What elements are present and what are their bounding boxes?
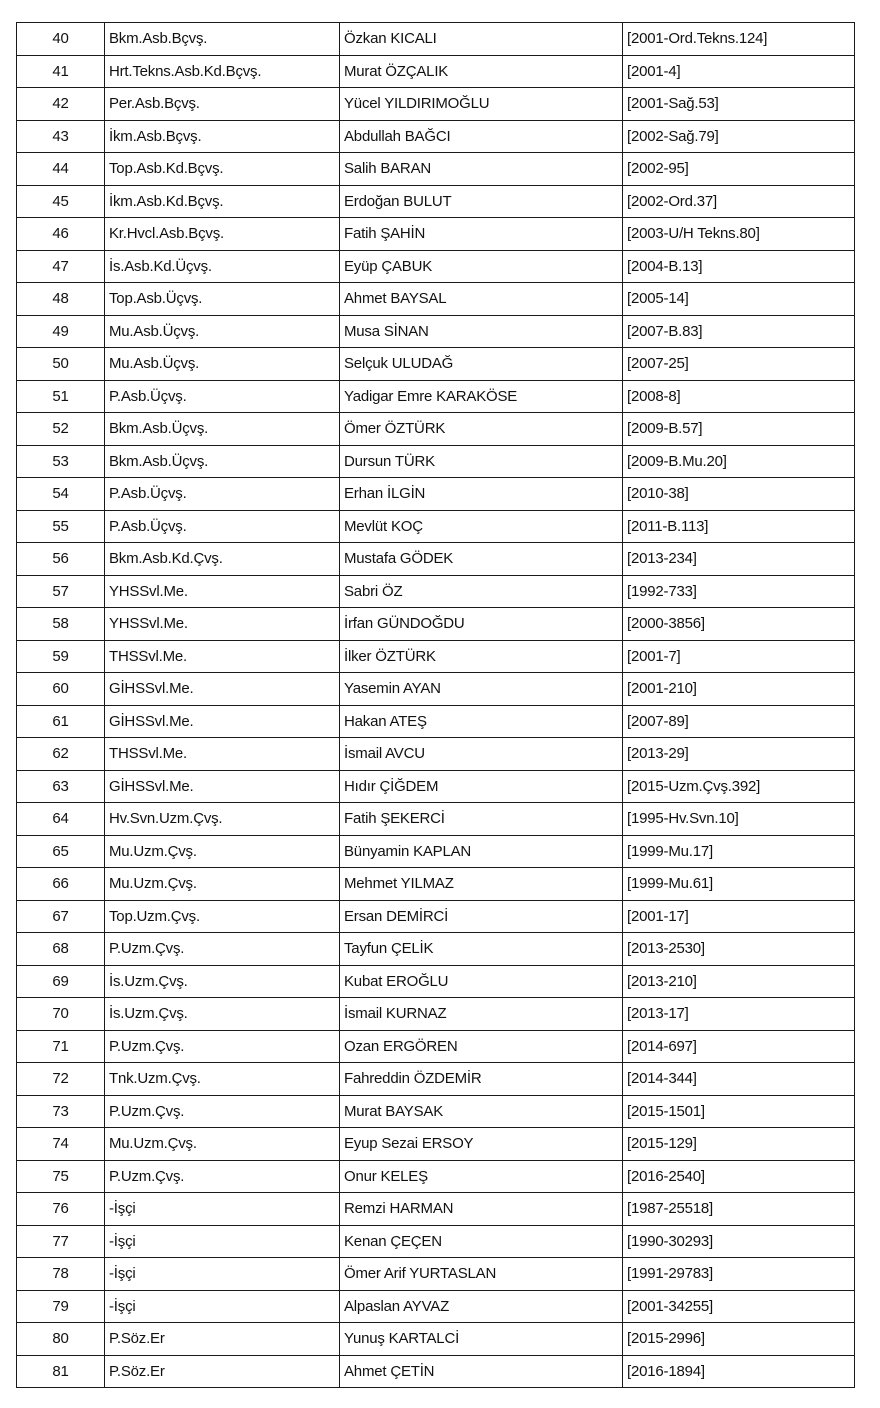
rank-cell: P.Asb.Üçvş. — [105, 380, 340, 413]
registry-cell: [2016-1894] — [623, 1355, 855, 1388]
table-row — [17, 998, 855, 1031]
rank-cell: YHSSvl.Me. — [105, 608, 340, 641]
name-cell: Mehmet YILMAZ — [340, 868, 623, 901]
name-cell: Murat ÖZÇALIK — [340, 55, 623, 88]
table-row — [17, 445, 855, 478]
table-row — [17, 55, 855, 88]
registry-cell: [2015-1501] — [623, 1095, 855, 1128]
table-row — [17, 1095, 855, 1128]
rank-cell: -İşçi — [105, 1225, 340, 1258]
registry-cell: [2009-B.57] — [623, 413, 855, 446]
name-cell: Alpaslan AYVAZ — [340, 1290, 623, 1323]
registry-cell: [2015-Uzm.Çvş.392] — [623, 770, 855, 803]
row-number-cell: 79 — [17, 1290, 105, 1323]
table-body — [17, 23, 855, 1388]
registry-cell: [2013-210] — [623, 965, 855, 998]
rank-cell: Hrt.Tekns.Asb.Kd.Bçvş. — [105, 55, 340, 88]
registry-cell: [2002-Ord.37] — [623, 185, 855, 218]
row-number-cell: 49 — [17, 315, 105, 348]
row-number-cell: 66 — [17, 868, 105, 901]
table-row — [17, 1128, 855, 1161]
rank-cell: Bkm.Asb.Bçvş. — [105, 23, 340, 56]
table-row — [17, 185, 855, 218]
registry-cell: [2002-95] — [623, 153, 855, 186]
table-row — [17, 478, 855, 511]
table-row — [17, 283, 855, 316]
table-row — [17, 608, 855, 641]
name-cell: Murat BAYSAK — [340, 1095, 623, 1128]
name-cell: Erhan İLGİN — [340, 478, 623, 511]
rank-cell: Bkm.Asb.Kd.Çvş. — [105, 543, 340, 576]
name-cell: Fahreddin ÖZDEMİR — [340, 1063, 623, 1096]
row-number-cell: 77 — [17, 1225, 105, 1258]
table-row — [17, 1323, 855, 1356]
registry-cell: [1999-Mu.61] — [623, 868, 855, 901]
name-cell: Yasemin AYAN — [340, 673, 623, 706]
registry-cell: [2001-7] — [623, 640, 855, 673]
rank-cell: -İşçi — [105, 1290, 340, 1323]
rank-cell: GİHSSvl.Me. — [105, 705, 340, 738]
name-cell: Kubat EROĞLU — [340, 965, 623, 998]
row-number-cell: 67 — [17, 900, 105, 933]
table-row — [17, 933, 855, 966]
registry-cell: [2007-25] — [623, 348, 855, 381]
row-number-cell: 61 — [17, 705, 105, 738]
table-row — [17, 835, 855, 868]
row-number-cell: 75 — [17, 1160, 105, 1193]
rank-cell: P.Asb.Üçvş. — [105, 510, 340, 543]
registry-cell: [2011-B.113] — [623, 510, 855, 543]
row-number-cell: 70 — [17, 998, 105, 1031]
row-number-cell: 76 — [17, 1193, 105, 1226]
row-number-cell: 42 — [17, 88, 105, 121]
name-cell: İsmail KURNAZ — [340, 998, 623, 1031]
table-row — [17, 1290, 855, 1323]
row-number-cell: 53 — [17, 445, 105, 478]
registry-cell: [2008-8] — [623, 380, 855, 413]
rank-cell: Mu.Uzm.Çvş. — [105, 868, 340, 901]
name-cell: Özkan KICALI — [340, 23, 623, 56]
rank-cell: P.Asb.Üçvş. — [105, 478, 340, 511]
name-cell: Mustafa GÖDEK — [340, 543, 623, 576]
registry-cell: [2013-2530] — [623, 933, 855, 966]
name-cell: Tayfun ÇELİK — [340, 933, 623, 966]
name-cell: Yücel YILDIRIMOĞLU — [340, 88, 623, 121]
row-number-cell: 50 — [17, 348, 105, 381]
name-cell: Ömer Arif YURTASLAN — [340, 1258, 623, 1291]
table-row — [17, 88, 855, 121]
table-row — [17, 1030, 855, 1063]
name-cell: Hakan ATEŞ — [340, 705, 623, 738]
registry-cell: [1991-29783] — [623, 1258, 855, 1291]
name-cell: Yunuş KARTALCİ — [340, 1323, 623, 1356]
row-number-cell: 63 — [17, 770, 105, 803]
name-cell: Sabri ÖZ — [340, 575, 623, 608]
table-row — [17, 868, 855, 901]
registry-cell: [1992-733] — [623, 575, 855, 608]
registry-cell: [2015-2996] — [623, 1323, 855, 1356]
row-number-cell: 60 — [17, 673, 105, 706]
name-cell: Remzi HARMAN — [340, 1193, 623, 1226]
name-cell: Fatih ŞAHİN — [340, 218, 623, 251]
registry-cell: [2001-210] — [623, 673, 855, 706]
rank-cell: Mu.Uzm.Çvş. — [105, 835, 340, 868]
registry-cell: [2003-U/H Tekns.80] — [623, 218, 855, 251]
table-row — [17, 413, 855, 446]
row-number-cell: 48 — [17, 283, 105, 316]
rank-cell: Bkm.Asb.Üçvş. — [105, 445, 340, 478]
name-cell: Hıdır ÇİĞDEM — [340, 770, 623, 803]
table-row — [17, 510, 855, 543]
registry-cell: [2009-B.Mu.20] — [623, 445, 855, 478]
name-cell: İlker ÖZTÜRK — [340, 640, 623, 673]
rank-cell: GİHSSvl.Me. — [105, 673, 340, 706]
name-cell: İsmail AVCU — [340, 738, 623, 771]
table-row — [17, 153, 855, 186]
registry-cell: [1990-30293] — [623, 1225, 855, 1258]
table-row — [17, 543, 855, 576]
rank-cell: Bkm.Asb.Üçvş. — [105, 413, 340, 446]
rank-cell: P.Söz.Er — [105, 1355, 340, 1388]
row-number-cell: 68 — [17, 933, 105, 966]
row-number-cell: 73 — [17, 1095, 105, 1128]
registry-cell: [2007-89] — [623, 705, 855, 738]
row-number-cell: 43 — [17, 120, 105, 153]
registry-cell: [2014-697] — [623, 1030, 855, 1063]
name-cell: Ersan DEMİRCİ — [340, 900, 623, 933]
rank-cell: THSSvl.Me. — [105, 640, 340, 673]
registry-cell: [2004-B.13] — [623, 250, 855, 283]
row-number-cell: 51 — [17, 380, 105, 413]
row-number-cell: 71 — [17, 1030, 105, 1063]
rank-cell: Tnk.Uzm.Çvş. — [105, 1063, 340, 1096]
row-number-cell: 45 — [17, 185, 105, 218]
registry-cell: [2001-4] — [623, 55, 855, 88]
personnel-table — [16, 22, 855, 1388]
table-row — [17, 315, 855, 348]
row-number-cell: 40 — [17, 23, 105, 56]
registry-cell: [2001-34255] — [623, 1290, 855, 1323]
registry-cell: [2007-B.83] — [623, 315, 855, 348]
row-number-cell: 80 — [17, 1323, 105, 1356]
rank-cell: THSSvl.Me. — [105, 738, 340, 771]
rank-cell: -İşçi — [105, 1258, 340, 1291]
table-row — [17, 380, 855, 413]
row-number-cell: 59 — [17, 640, 105, 673]
table-row — [17, 1160, 855, 1193]
rank-cell: -İşçi — [105, 1193, 340, 1226]
row-number-cell: 72 — [17, 1063, 105, 1096]
table-row — [17, 965, 855, 998]
table-row — [17, 250, 855, 283]
table-row — [17, 23, 855, 56]
table-row — [17, 770, 855, 803]
rank-cell: P.Uzm.Çvş. — [105, 1095, 340, 1128]
row-number-cell: 56 — [17, 543, 105, 576]
name-cell: Ahmet BAYSAL — [340, 283, 623, 316]
rank-cell: Hv.Svn.Uzm.Çvş. — [105, 803, 340, 836]
registry-cell: [2015-129] — [623, 1128, 855, 1161]
rank-cell: Mu.Uzm.Çvş. — [105, 1128, 340, 1161]
table-row — [17, 575, 855, 608]
rank-cell: YHSSvl.Me. — [105, 575, 340, 608]
rank-cell: İs.Uzm.Çvş. — [105, 965, 340, 998]
row-number-cell: 62 — [17, 738, 105, 771]
name-cell: Onur KELEŞ — [340, 1160, 623, 1193]
row-number-cell: 44 — [17, 153, 105, 186]
table-row — [17, 1193, 855, 1226]
rank-cell: Kr.Hvcl.Asb.Bçvş. — [105, 218, 340, 251]
table-row — [17, 1258, 855, 1291]
registry-cell: [2001-Sağ.53] — [623, 88, 855, 121]
name-cell: Selçuk ULUDAĞ — [340, 348, 623, 381]
name-cell: Eyup Sezai ERSOY — [340, 1128, 623, 1161]
table-row — [17, 1063, 855, 1096]
row-number-cell: 65 — [17, 835, 105, 868]
rank-cell: Per.Asb.Bçvş. — [105, 88, 340, 121]
row-number-cell: 64 — [17, 803, 105, 836]
rank-cell: P.Uzm.Çvş. — [105, 1030, 340, 1063]
rank-cell: Top.Uzm.Çvş. — [105, 900, 340, 933]
rank-cell: İs.Uzm.Çvş. — [105, 998, 340, 1031]
name-cell: İrfan GÜNDOĞDU — [340, 608, 623, 641]
row-number-cell: 74 — [17, 1128, 105, 1161]
name-cell: Ozan ERGÖREN — [340, 1030, 623, 1063]
table-row — [17, 120, 855, 153]
registry-cell: [2002-Sağ.79] — [623, 120, 855, 153]
registry-cell: [2010-38] — [623, 478, 855, 511]
row-number-cell: 54 — [17, 478, 105, 511]
registry-cell: [2013-234] — [623, 543, 855, 576]
name-cell: Salih BARAN — [340, 153, 623, 186]
table-row — [17, 900, 855, 933]
registry-cell: [2014-344] — [623, 1063, 855, 1096]
registry-cell: [2013-29] — [623, 738, 855, 771]
rank-cell: Mu.Asb.Üçvş. — [105, 315, 340, 348]
name-cell: Ömer ÖZTÜRK — [340, 413, 623, 446]
registry-cell: [2016-2540] — [623, 1160, 855, 1193]
registry-cell: [2001-17] — [623, 900, 855, 933]
rank-cell: İkm.Asb.Bçvş. — [105, 120, 340, 153]
rank-cell: Top.Asb.Üçvş. — [105, 283, 340, 316]
row-number-cell: 52 — [17, 413, 105, 446]
row-number-cell: 46 — [17, 218, 105, 251]
rank-cell: P.Uzm.Çvş. — [105, 1160, 340, 1193]
rank-cell: İs.Asb.Kd.Üçvş. — [105, 250, 340, 283]
rank-cell: Mu.Asb.Üçvş. — [105, 348, 340, 381]
table-row — [17, 738, 855, 771]
table-row — [17, 705, 855, 738]
table-row — [17, 1355, 855, 1388]
row-number-cell: 47 — [17, 250, 105, 283]
name-cell: Yadigar Emre KARAKÖSE — [340, 380, 623, 413]
row-number-cell: 58 — [17, 608, 105, 641]
rank-cell: GİHSSvl.Me. — [105, 770, 340, 803]
name-cell: Mevlüt KOÇ — [340, 510, 623, 543]
table-row — [17, 218, 855, 251]
rank-cell: Top.Asb.Kd.Bçvş. — [105, 153, 340, 186]
name-cell: Ahmet ÇETİN — [340, 1355, 623, 1388]
rank-cell: P.Söz.Er — [105, 1323, 340, 1356]
table-row — [17, 1225, 855, 1258]
rank-cell: P.Uzm.Çvş. — [105, 933, 340, 966]
name-cell: Bünyamin KAPLAN — [340, 835, 623, 868]
name-cell: Fatih ŞEKERCİ — [340, 803, 623, 836]
registry-cell: [1999-Mu.17] — [623, 835, 855, 868]
row-number-cell: 69 — [17, 965, 105, 998]
row-number-cell: 81 — [17, 1355, 105, 1388]
name-cell: Kenan ÇEÇEN — [340, 1225, 623, 1258]
row-number-cell: 57 — [17, 575, 105, 608]
table-row — [17, 348, 855, 381]
name-cell: Dursun TÜRK — [340, 445, 623, 478]
table-row — [17, 673, 855, 706]
row-number-cell: 55 — [17, 510, 105, 543]
registry-cell: [2005-14] — [623, 283, 855, 316]
row-number-cell: 41 — [17, 55, 105, 88]
registry-cell: [1987-25518] — [623, 1193, 855, 1226]
row-number-cell: 78 — [17, 1258, 105, 1291]
registry-cell: [2000-3856] — [623, 608, 855, 641]
name-cell: Erdoğan BULUT — [340, 185, 623, 218]
registry-cell: [1995-Hv.Svn.10] — [623, 803, 855, 836]
registry-cell: [2013-17] — [623, 998, 855, 1031]
rank-cell: İkm.Asb.Kd.Bçvş. — [105, 185, 340, 218]
table-row — [17, 803, 855, 836]
registry-cell: [2001-Ord.Tekns.124] — [623, 23, 855, 56]
table-row — [17, 640, 855, 673]
name-cell: Musa SİNAN — [340, 315, 623, 348]
name-cell: Abdullah BAĞCI — [340, 120, 623, 153]
name-cell: Eyüp ÇABUK — [340, 250, 623, 283]
